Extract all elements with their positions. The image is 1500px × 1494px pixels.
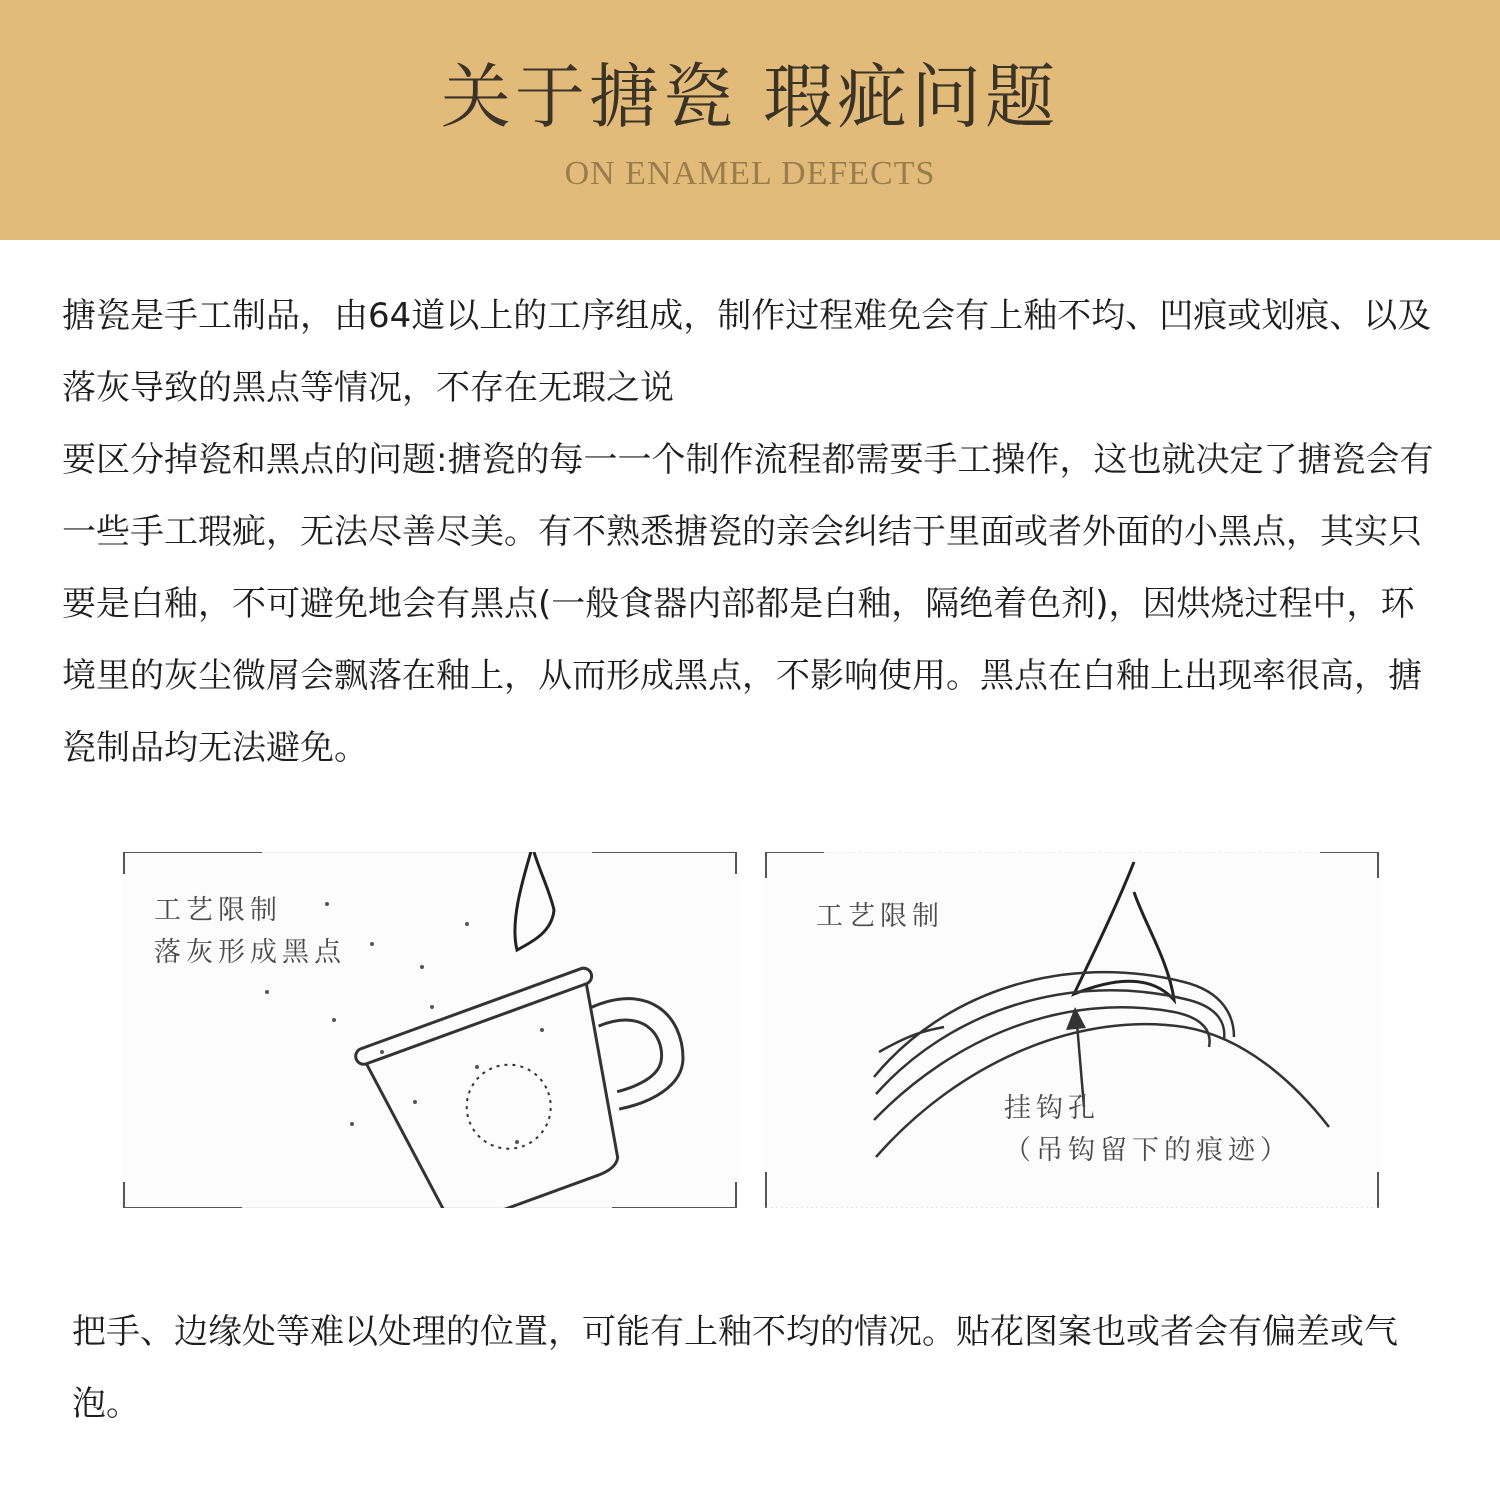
header-banner xyxy=(0,0,1500,240)
dust-label-line-1: 工艺限制 xyxy=(154,895,282,926)
hook-label-top: 工艺限制 xyxy=(816,901,944,932)
page-subtitle: ON ENAMEL DEFECTS xyxy=(564,155,936,192)
intro-paragraph-2: 要区分掉瓷和黑点的问题:搪瓷的每一一个制作流程都需要手工操作，这也就决定了搪瓷会有一些手工瑕疵，无法尽善尽美。有不熟悉搪瓷的亲会纠结于里面或者外面的小黑点，其实只要是白釉，不可避免地会有黑点(一般食器内部都是白釉，隔绝着色剂)，因烘烧过程中，环境里的灰尘微屑会飘落在釉上，从而形成黑点，不影响使用。黑点在白釉上出现率很高，搪瓷制品均无法避免。 xyxy=(62,440,1434,768)
intro-text xyxy=(62,280,1442,784)
illustration-dust-spots xyxy=(122,852,738,1208)
hook-callout-line-1: 挂钩孔 xyxy=(1004,1093,1100,1124)
hook-callout-line-2: （吊钩留下的痕迹） xyxy=(1004,1135,1292,1166)
page-title: 关于搪瓷 瑕疵问题 xyxy=(440,56,1060,138)
illustration-hook-mark xyxy=(764,852,1380,1208)
dust-label-line-2: 落灰形成黑点 xyxy=(154,937,346,968)
intro-paragraph-1: 搪瓷是手工制品，由64道以上的工序组成，制作过程难免会有上釉不均、凹痕或划痕、以及落灰导致的黑点等情况，不存在无瑕之说 xyxy=(62,296,1432,408)
footer-text: 把手、边缘处等难以处理的位置，可能有上釉不均的情况。贴花图案也或者会有偏差或气泡。 xyxy=(72,1312,1398,1424)
